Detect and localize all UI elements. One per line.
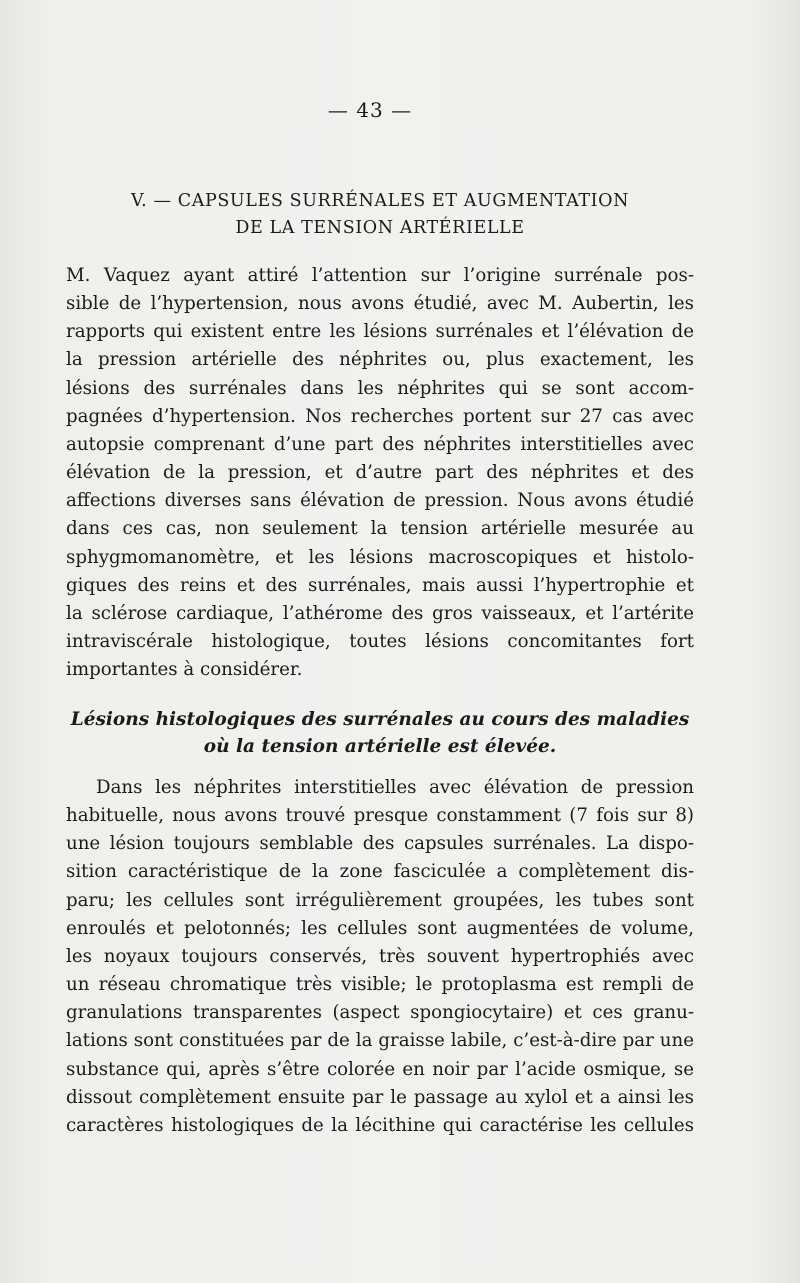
text-line: lations sont constituées par de la graisse labile, c’est-à-dire par une [66, 1030, 694, 1052]
text-line: autopsie comprenant d’une part des néphrites interstitielles avec [66, 433, 694, 455]
text-line: substance qui, après s’être colorée en noir par l’acide osmique, se [66, 1058, 694, 1080]
text-line: les noyaux toujours conservés, très souvent hypertrophiés avec [66, 945, 694, 967]
subheading-line: où la tension artérielle est élevée. [203, 736, 557, 757]
chapter-title-line: DE LA TENSION ARTÉRIELLE [235, 218, 525, 238]
text-line: la sclérose cardiaque, l’athérome des gros vaisseaux, et l’artérite [66, 602, 694, 624]
text-line: élévation de la pression, et d’autre part des néphrites et des [66, 462, 694, 484]
text-line: un réseau chromatique très visible; le protoplasma est rempli de [66, 974, 694, 996]
subheading-line: Lésions histologiques des surrénales au cours des maladies [70, 709, 690, 730]
text-line: rapports qui existent entre les lésions surrénales et l’élévation de [66, 321, 694, 343]
text-line: enroulés et pelotonnés; les cellules sont augmentées de volume, [66, 917, 694, 939]
chapter-title-line: V. — CAPSULES SURRÉNALES ET AUGMENTATION [130, 191, 630, 211]
text-line: une lésion toujours semblable des capsules surrénales. La dispo- [66, 833, 694, 855]
paragraph-intro [66, 262, 694, 684]
text-line: la pression artérielle des néphrites ou, plus exactement, les [66, 349, 694, 371]
text-line: M. Vaquez ayant attiré l’attention sur l’origine surrénale pos- [66, 265, 694, 286]
chapter-title [60, 188, 700, 242]
text-line: sible de l’hypertension, nous avons étudié, avec M. Aubertin, les [66, 293, 694, 315]
section-subheading [60, 706, 700, 760]
text-line: importantes à considérer. [66, 659, 303, 681]
text-line: sphygmomanomètre, et les lésions macroscopiques et histolo- [66, 546, 694, 568]
paragraph-body [66, 774, 694, 1140]
text-line: lésions des surrénales dans les néphrites qui se sont accom- [66, 377, 694, 399]
text-line: habituelle, nous avons trouvé presque constamment (7 fois sur 8) [66, 805, 694, 827]
text-line: paru; les cellules sont irrégulièrement groupées, les tubes sont [66, 889, 694, 911]
text-line: affections diverses sans élévation de pression. Nous avons étudié [66, 490, 694, 512]
page-number: — 43 — [327, 98, 413, 122]
text-line: pagnées d’hypertension. Nos recherches portent sur 27 cas avec [66, 405, 694, 427]
text-line: caractères histologiques de la lécithine qui caractérise les cellules [66, 1114, 694, 1136]
text-line: dans ces cas, non seulement la tension artérielle mesurée au [66, 518, 694, 540]
text-line: granulations transparentes (aspect spongiocytaire) et ces granu- [66, 1002, 694, 1024]
text-line: sition caractéristique de la zone fasciculée a complètement dis- [66, 861, 694, 883]
text-line: intraviscérale histologique, toutes lésions concomitantes fort [66, 631, 694, 653]
text-line: giques des reins et des surrénales, mais aussi l’hypertrophie et [66, 574, 694, 596]
text-line: dissout complètement ensuite par le passage au xylol et a ainsi les [66, 1086, 694, 1108]
text-line: Dans les néphrites interstitielles avec élévation de pression [96, 777, 694, 798]
